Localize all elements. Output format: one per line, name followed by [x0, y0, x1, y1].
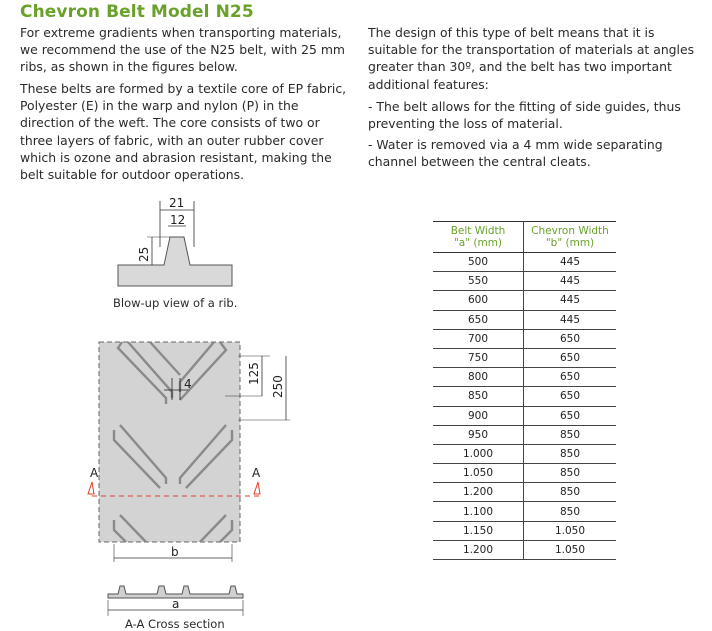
rib-width-label: 21	[169, 196, 185, 210]
belt-width-label: a	[172, 597, 180, 611]
section-label-left: A	[90, 466, 99, 480]
table-row: 600 445	[433, 291, 616, 310]
belt-plan-drawing	[88, 342, 290, 562]
table-row: 800 650	[433, 368, 616, 387]
design-paragraph: The design of this type of belt means that it is suitable for the transportation of materials at angles greater than 30º, and the belt has two important additional features:	[368, 25, 695, 92]
table-row: 500 445	[433, 253, 616, 272]
rib-caption: Blow-up view of a rib.	[113, 296, 238, 310]
table-row: 1.000 850	[433, 444, 616, 463]
rib-drawing	[118, 196, 232, 286]
header-belt-width: Belt Width "a" (mm)	[433, 222, 524, 253]
table-row: 1.150 1.050	[433, 521, 616, 540]
table-row: 900 650	[433, 406, 616, 425]
table-row: 700 650	[433, 329, 616, 348]
cross-section-drawing	[108, 586, 243, 616]
width-table	[433, 221, 616, 560]
table-row: 950 850	[433, 425, 616, 444]
page-title: Chevron Belt Model N25	[20, 2, 254, 22]
table-row: 1.100 850	[433, 502, 616, 521]
chevron-width-label: b	[171, 545, 179, 559]
intro-paragraph: For extreme gradients when transporting materials, we recommend the use of the N25 belt, with 25 mm ribs, as shown in the figures below.	[20, 25, 345, 75]
cross-section-caption: A-A Cross section	[125, 617, 225, 631]
construction-paragraph: These belts are formed by a textile core of EP fabric, Polyester (E) in the warp and nylon (P) in the direction of the weft. The core consists of two or three layers of fabric, with an outer rubber cover which is ozone and abrasion resistant, making the belt suitable for outdoor operations.	[20, 81, 347, 183]
table-row: 1.200 1.050	[433, 540, 616, 559]
feature-side-guides: - The belt allows for the fitting of side guides, thus preventing the loss of material.	[368, 99, 681, 132]
pitch-label: 250	[271, 375, 285, 398]
table-row: 550 445	[433, 272, 616, 291]
rib-height-label: 25	[137, 246, 151, 262]
rib-top-label: 12	[170, 213, 186, 227]
table-row: 1.050 850	[433, 464, 616, 483]
channel-width-label: 4	[184, 377, 192, 391]
section-label-right: A	[252, 466, 261, 480]
header-chevron-width: Chevron Width "b" (mm)	[524, 222, 617, 253]
table-row: 750 650	[433, 348, 616, 367]
half-pitch-label: 125	[247, 362, 261, 385]
table-row: 650 445	[433, 310, 616, 329]
table-row: 850 650	[433, 387, 616, 406]
feature-water-channel: - Water is removed via a 4 mm wide separating channel between the central cleats.	[368, 137, 663, 170]
table-row: 1.200 850	[433, 483, 616, 502]
